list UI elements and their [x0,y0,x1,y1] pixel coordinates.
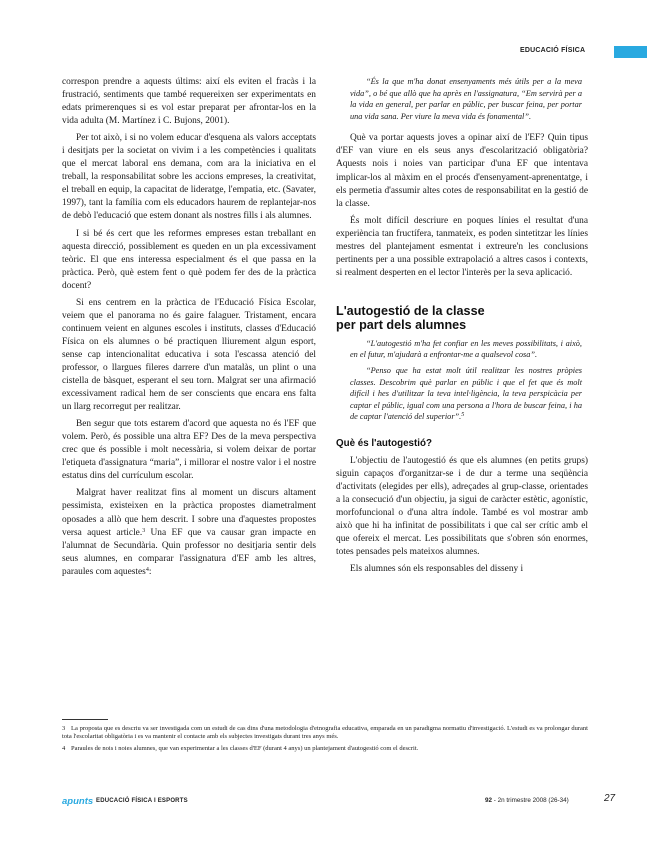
issue-separator: - [492,797,498,804]
quote-text: “Penso que ha estat molt útil realitzar les nostres pròpies classes. Descobrim què parlar en públic i que el fet que és molt difícil i hes d'utilitzar la teva intel·ligència, la teva perspicàcia per captar el públic, igual com una persona a l'hora de buscar feina, i ha de captar l'atenció del superior”. [350,366,582,422]
section-tag: EDUCACIÓ FÍSICA [520,47,586,54]
student-quote [336,365,588,423]
paragraph: I si bé és cert que les reformes empreses estan treballant en aquesta direcció, possiblement es queden en un pla excessivament teòric. El que ens interessa especialment és el que passa en la pràctica. Però, què estem fent o què podem fer des de la pràctica docent? [62,228,316,291]
paragraph: Per tot això, i si no volem educar d'esquena als valors acceptats i desitjats per la societat on vivim i a les competències i qualitats que el mercat laboral ens demana, com ara la iniciativa en el treball, la responsabilitat sobre les accions empreses, la creativitat, el treball en equip, la capacitat de lideratge, l'empatia, etc. (Savater, 1997), tant la família com els educadors haurem de replantejar-nos de debò l'educació que estem donant als nostres fills i als alumnes. [62,133,316,222]
paragraph: Què va portar aquests joves a opinar així de l'EF? Quin tipus d'EF van viure en els seus anys d'escolarització obligatòria? Aquests nois i noies van participar d'una EF que intentava implicar-los al màxim en el procés d'ensenyament-aprenentatge, i els permetia d'assumir altes cotes de responsabilitat en la gestió de la classe. [336,133,588,209]
footnote [62,745,588,753]
paragraph: Si ens centrem en la pràctica de l'Educació Física Escolar, veiem que el panorama no és gaire falaguer. Tristament, encara continuem veient en algunes escoles i instituts, classes d'Educació Física on els alumnes o bé practiquen lliurement algun esport, sense cap intencionalitat educativa i sota l'escassa atenció del professor, o llargues fileres darrere d'un matalàs, un plint o una cistella de bàsquet, esperant el seu torn. Malgrat ser una afirmació excessivament radical hem de ser conscients que encara ens falta un llarg recorregut per realitzar. [62,297,316,413]
paragraph: Ben segur que tots estarem d'acord que aquesta no és l'EF que volem. Però, és possible una altra EF? Des de la meva perspectiva crec que és possible i molt necessària, si volem deixar de portar l'etiqueta d'assignatura “maria”, i millorar el nostre valor i el nostre estatus dins del currículum escolar. [62,419,316,482]
paragraph-text: Una EF que va causar gran impacte en l'alumnat de Secundària. Quin professor no desitjaria sentir dels seus alumnes, en comparar l'assignatura d'EF amb les altres, paraules com aquestes [62,527,316,577]
student-quote: “És la que m'ha donat ensenyaments més útils per a la meva vida”, o bé que allò que ha après en l'assignatura, “Em servirà per a la vida en general, per parlar en públic, per buscar feina, per portar una vida sana. Per viure la meva vida és fonamental”. [350,77,582,121]
journal-name: EDUCACIÓ FÍSICA I ESPORTS [96,798,188,804]
paragraph: correspon prendre a aquests últims: així els eviten el fracàs i la frustració, sentiments que també requereixen ser experimentats en edats primerenques si es vol estar preparat per afrontar-los en la vida adulta (M. Martínez i C. Bujons, 2001). [62,77,316,127]
paragraph: L'objectiu de l'autogestió és que els alumnes (en petits grups) siguin capaços d'organitzar-se i de dur a terme una seqüència d'activitats (elegides per ells), adreçades al grup-classe, orientades a la consecució d'un objectiu, ja sigui de caràcter estètic, agonístic, morfofuncional o d'una altra índole. També es vol mostrar amb això que hi ha infinitat de possibilitats i que cal ser crític amb el que ofereix el mercat. Les possibilitats que s'obren són enormes, totes pensades pels mateixos alumnes. [336,456,588,558]
paragraph [62,487,316,578]
issue-period: 2n trimestre 2008 (26-34) [497,797,569,804]
paragraph: Els alumnes són els responsables del disseny i [350,564,524,575]
journal-logo: apunts [62,796,94,807]
issue-number: 92 [485,797,493,804]
issue-info [485,797,569,804]
footnotes [62,725,588,756]
page-number: 27 [604,793,616,804]
footnote-ref[interactable]: 3 [142,527,146,534]
paragraph: És molt difícil descriure en poques línies el resultat d'una experiència tan fructífera, tanmateix, es poden sintetitzar les línies mestres del plantejament esmentat i extreure'n les conclusions pertinents per a una possible extrapolació a altres casos i contexts, si realment desperten en el lector l'interès per la seva aplicació. [336,215,588,278]
left-column [62,76,316,583]
section-heading-line: L'autogestió de la classe [336,303,485,318]
right-column [336,76,588,581]
section-heading [336,304,588,332]
footnote-text: La proposta que es descriu va ser investigada com un estudi de cas dins d'una metodologia d'etnografia educativa, emparada en un paradigma normatiu d'investigació. L'estudi es va prolongar durant tota l'escolaritat obligatòria i es va mantenir el contacte amb els subjectes investigats durant tres anys més. [62,725,588,741]
student-quote: “L'autogestió m'ha fet confiar en les meves possibilitats, i això, en el futur, m'ajudarà a enfrontar-me a qualsevol cosa”. [350,338,582,360]
footnote-divider [62,719,108,720]
paragraph-text: : [148,566,152,577]
section-color-tab [614,46,647,58]
subsection-heading: Què és l'autogestió? [336,438,432,450]
footnote-ref[interactable]: 4 [145,566,149,573]
section-heading-line: per part dels alumnes [336,317,467,332]
footnote-number: 3 [62,725,66,732]
footnote-text: Paraules de nois i noies alumnes, que van experimentar a les classes d'EF (durant 4 anys) un plantejament d'autogestió com el descrit. [71,744,419,752]
footnote-number: 4 [62,744,66,752]
footnote [62,725,588,742]
footnote-ref[interactable]: 5 [461,412,465,419]
paragraph-text: Malgrat haver realitzat fins al moment un discurs altament pessimista, existeixen en la pràctica propostes diametralment oposades a allò que hem descrit. I sobre una d'aquestes propostes versa aquest article. [62,488,316,538]
